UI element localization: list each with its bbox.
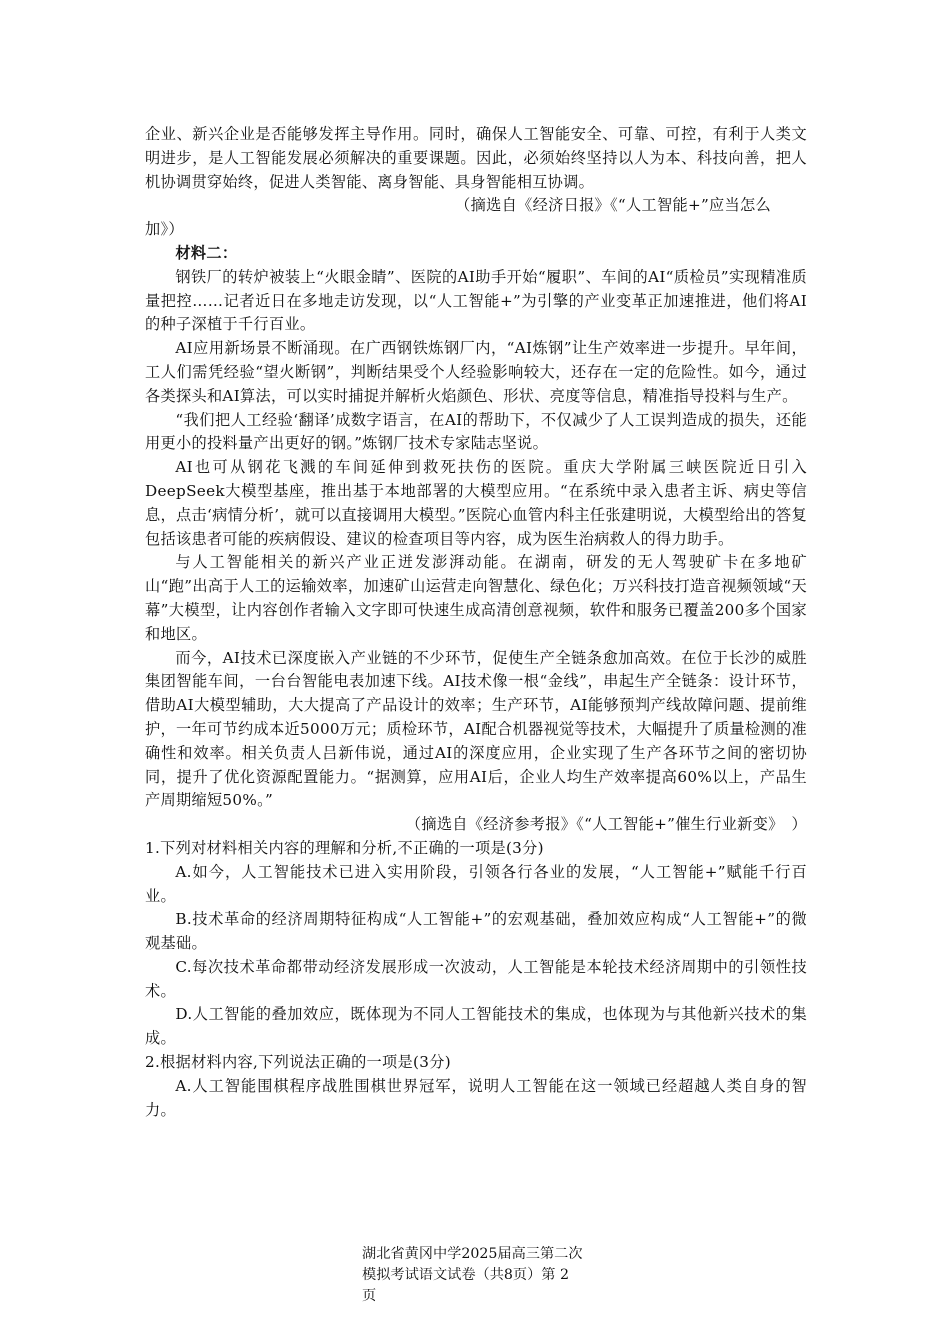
question1-option-c: C.每次技术革命都带动经济发展形成一次波动，人工智能是本轮技术经济周期中的引领性技术。 bbox=[145, 957, 807, 1000]
page-footer bbox=[362, 1244, 602, 1307]
question2-option-a: A.人工智能围棋程序战胜围棋世界冠军，说明人工智能在这一领域已经超越人类自身的智力。 bbox=[145, 1076, 807, 1119]
question1-option-b: B.技术革命的经济周期特征构成“人工智能+”的宏观基础，叠加效应构成“人工智能+”的微观基础。 bbox=[145, 910, 807, 953]
question1-option-a: A.如今，人工智能技术已进入实用阶段，引领各行各业的发展，“人工智能+”赋能千行百业。 bbox=[145, 862, 807, 905]
material1-closing-paragraph: 企业、新兴企业是否能够发挥主导作用。同时，确保人工智能安全、可靠、可控，有利于人类文明进步，是人工智能发展必须解决的重要课题。因此，必须始终坚持以人为本、科技向善，把人机协调贯穿始终，促进人类智能、离身智能、具身智能相互协调。 bbox=[145, 125, 807, 191]
page-content bbox=[145, 123, 807, 1122]
material1-source-line2: 加》） bbox=[145, 220, 184, 239]
material2-paragraph: AI应用新场景不断涌现。在广西钢铁炼钢厂内，“AI炼钢”让生产效率进一步提升。早年间，工人们需凭经验“望火断钢”，判断结果受个人经验影响较大，还存在一定的危险性。如今，通过各类探头和AI算法，可以实时捕捉并解析火焰颜色、形状、亮度等信息，精准指导投料与生产。 bbox=[145, 339, 807, 405]
question2-stem: 2.根据材料内容,下列说法正确的一项是(3分) bbox=[145, 1053, 451, 1072]
footer-line: 湖北省黄冈中学2025届高三第二次 bbox=[362, 1246, 583, 1262]
footer-line: 模拟考试语文试卷（共8页）第 2 bbox=[362, 1267, 570, 1283]
material2-paragraph: AI也可从钢花飞溅的车间延伸到救死扶伤的医院。重庆大学附属三峡医院近日引入DeepSeek大模型基座，推出基于本地部署的大模型应用。“在系统中录入患者主诉、病史等信息，点击‘病情分析’，就可以直接调用大模型。”医院心血管内科主任张建明说，大模型给出的答复包括该患者可能的疾病假设、建议的检查项目等内容，成为医生治病救人的得力助手。 bbox=[145, 458, 807, 548]
material2-paragraph: 与人工智能相关的新兴产业正迸发澎湃动能。在湖南，研发的无人驾驶矿卡在多地矿山“跑”出高于人工的运输效率，加速矿山运营走向智慧化、绿色化；万兴科技打造音视频领域“天幕”大模型，让内容创作者输入文字即可快速生成高清创意视频，软件和服务已覆盖200多个国家和地区。 bbox=[145, 553, 807, 643]
question1-option-d: D.人工智能的叠加效应，既体现为不同人工智能技术的集成，也体现为与其他新兴技术的集成。 bbox=[145, 1005, 807, 1048]
material1-source-line1: （摘选自《经济日报》《“人工智能+”应当怎么 bbox=[455, 196, 771, 215]
material2-label: 材料二： bbox=[175, 243, 238, 262]
material2-paragraph: “我们把人工经验‘翻译’成数字语言，在AI的帮助下，不仅减少了人工误判造成的损失，还能用更小的投料量产出更好的钢。”炼钢厂技术专家陆志坚说。 bbox=[145, 410, 807, 453]
material2-paragraph: 钢铁厂的转炉被装上“火眼金睛”、医院的AI助手开始“履职”、车间的AI“质检员”实现精准质量把控……记者近日在多地走访发现，以“人工智能+”为引擎的产业变革正加速推进，他们将AI的种子深植于千行百业。 bbox=[145, 267, 807, 334]
material2-paragraph: 而今，AI技术已深度嵌入产业链的不少环节，促使生产全链条愈加高效。在位于长沙的威胜集团智能车间，一台台智能电表加速下线。AI技术像一根“金线”，串起生产全链条：设计环节，借助AI大模型辅助，大大提高了产品设计的效率；生产环节，AI能够预判产线故障问题、提前维护，一年可节约成本近5000万元；质检环节，AI配合机器视觉等技术，大幅提升了质量检测的准确性和效率。相关负责人吕新伟说，通过AI的深度应用，企业实现了生产各环节之间的密切协同，提升了优化资源配置能力。“据测算，应用AI后，企业人均生产效率提高60%以上，产品生产周期缩短50%。” bbox=[145, 648, 807, 810]
material2-source: （摘选自《经济参考报》《“人工智能+”催生行业新变》 ） bbox=[405, 815, 807, 834]
footer-line: 页 bbox=[362, 1288, 377, 1304]
question1-stem: 1.下列对材料相关内容的理解和分析,不正确的一项是(3分) bbox=[145, 838, 544, 857]
